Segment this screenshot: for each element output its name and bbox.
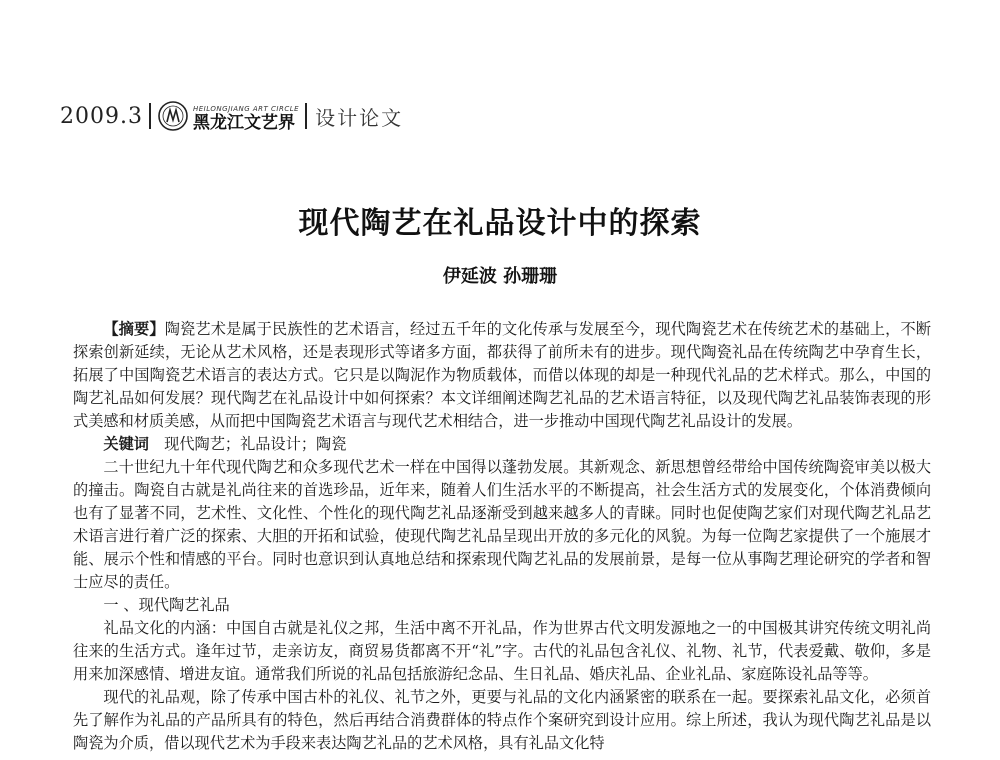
article-body — [73, 318, 931, 755]
header-divider — [149, 103, 151, 129]
keywords-label: 关键词 — [103, 435, 149, 453]
keywords-text: 现代陶艺；礼品设计；陶瓷 — [164, 435, 347, 453]
body-paragraph: 礼品文化的内涵：中国自古就是礼仪之邦，生活中离不开礼品，作为世界古代文明发源地之一的中国极其讲究传统文明礼尚往来的生活方式。逢年过节，走亲访友，商贸易货都离不开“礼”字。古代的礼品包含礼仪、礼物、礼节，代表爱戴、敬仰，多是用来加深感情、增进友谊。通常我们所说的礼品包括旅游纪念品、生日礼品、婚庆礼品、企业礼品、家庭陈设礼品等等。 — [73, 619, 931, 683]
abstract-paragraph — [73, 318, 931, 433]
issue-number: 2009.3 — [60, 104, 143, 129]
running-header — [60, 88, 403, 132]
abstract-text: 陶瓷艺术是属于民族性的艺术语言，经过五千年的文化传承与发展至今，现代陶瓷艺术在传统艺术的基础上，不断探索创新延续，无论从艺术风格，还是表现形式等诸多方面，都获得了前所未有的进步。现代陶瓷礼品在传统陶艺中孕育生长，拓展了中国陶瓷艺术语言的表达方式。它只是以陶泥作为物质载体，而借以体现的却是一种现代礼品的艺术样式。那么，中国的陶艺礼品如何发展？现代陶艺在礼品设计中如何探索？本文详细阐述陶艺礼品的艺术语言特征，以及现代陶艺礼品装饰表现的形式美感和材质美感，从而把中国陶瓷艺术语言与现代艺术相结合，进一步推动中国现代陶艺礼品设计的发展。 — [73, 320, 932, 430]
journal-name-cn: 黑龙江文艺界 — [192, 113, 295, 133]
abstract-label: 【摘要】 — [103, 320, 165, 338]
journal-name-en: HEILONGJIANG ART CIRCLE — [192, 105, 300, 113]
section-heading: 一 、现代陶艺礼品 — [103, 596, 230, 614]
body-paragraph: 现代的礼品观，除了传承中国古朴的礼仪、礼节之外，更要与礼品的文化内涵紧密的联系在一起。要探索礼品文化，必须首先了解作为礼品的产品所具有的特色，然后再结合消费群体的特点作个案研究到设计应用。综上所述，我认为现代陶艺礼品是以陶瓷为介质，借以现代艺术为手段来表达陶艺礼品的艺术风格，具有礼品文化特 — [73, 688, 931, 752]
journal-logo — [157, 100, 299, 132]
keywords-paragraph — [73, 433, 931, 456]
header-divider — [305, 103, 307, 129]
section-name: 设计论文 — [315, 106, 404, 130]
article-title: 现代陶艺在礼品设计中的探索 — [298, 206, 702, 241]
article-authors: 伊延波 孙珊珊 — [442, 266, 558, 287]
body-paragraph: 二十世纪九十年代现代陶艺和众多现代艺术一样在中国得以蓬勃发展。其新观念、新思想曾经带给中国传统陶瓷审美以极大的撞击。陶瓷自古就是礼尚往来的首选珍品，近年来，随着人们生活水平的不断提高，社会生活方式的发展变化，个体消费倾向也有了显著不同，艺术性、文化性、个性化的现代陶艺礼品逐渐受到越来越多人的青睐。同时也促使陶艺家们对现代陶艺礼品艺术语言进行着广泛的探索、大胆的开拓和试验，使现代陶艺礼品呈现出开放的多元化的风貌。为每一位陶艺家提供了一个施展才能、展示个性和情感的平台。同时也意识到认真地总结和探索现代陶艺礼品的发展前景，是每一位从事陶艺理论研究的学者和智士应尽的责任。 — [73, 458, 931, 591]
journal-emblem-icon — [157, 100, 189, 132]
